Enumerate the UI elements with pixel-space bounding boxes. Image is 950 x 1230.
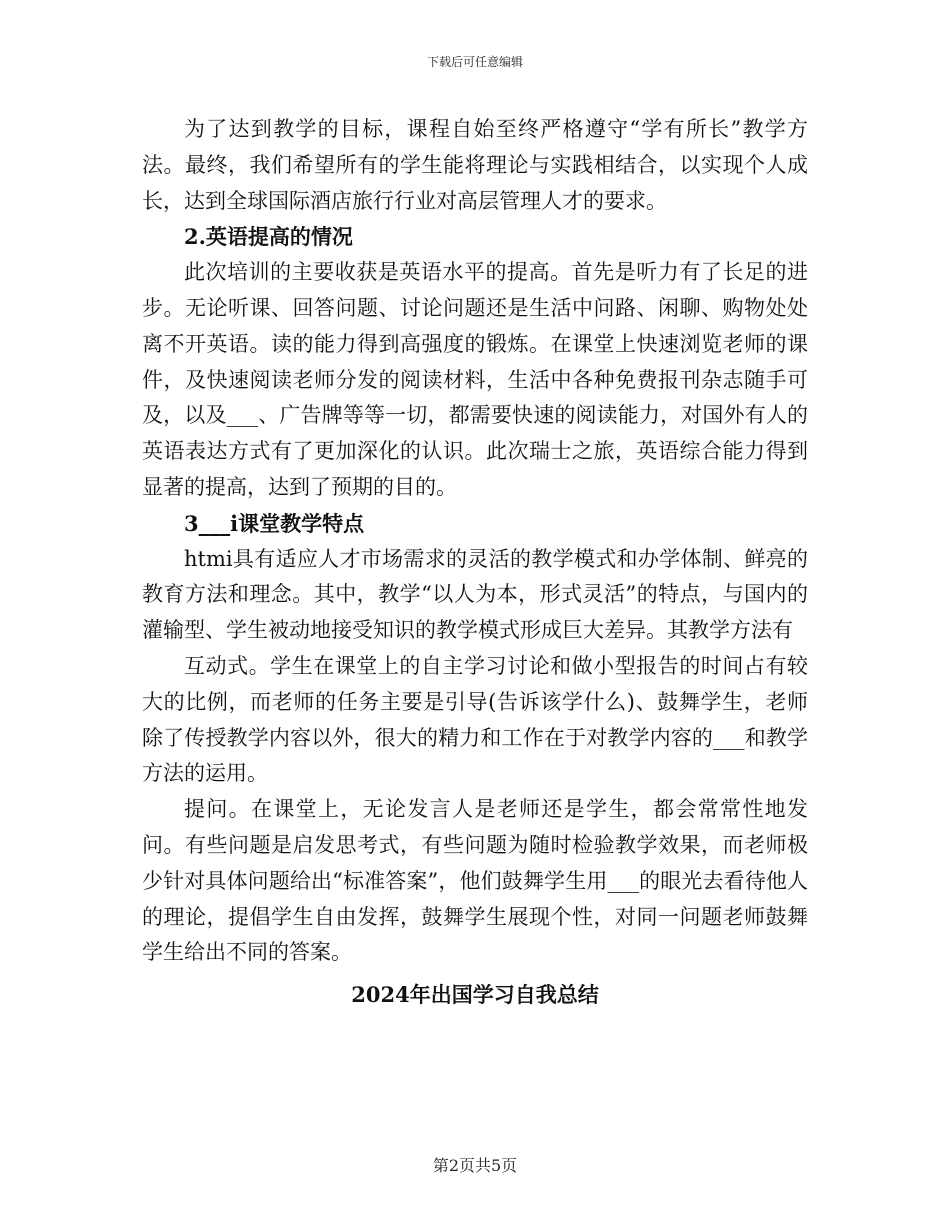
- paragraph-interactive: 互动式。学生在课堂上的自主学习讨论和做小型报告的时间占有较大的比例，而老师的任务主要是引导(告诉该学什么)、鼓舞学生，老师除了传授教学内容以外，很大的精力和工作在于对教学内容的___和教学方法的运用。: [142, 653, 808, 786]
- paragraph-english-improvement: 此次培训的主要收获是英语水平的提高。首先是听力有了长足的进步。无论听课、回答问题、讨论问题还是生活中问路、闲聊、购物处处离不开英语。读的能力得到高强度的锻炼。在课堂上快速浏览老师的课件，及快速阅读老师分发的阅读材料，生活中各种免费报刊杂志随手可及，以及___、广告牌等等一切，都需要快速的阅读能力，对国外有人的英语表达方式有了更加深化的认识。此次瑞士之旅，英语综合能力得到显著的提高，达到了预期的目的。: [142, 260, 808, 499]
- page-header: 下载后可任意编辑: [426, 55, 523, 69]
- section-title: 2024年出国学习自我总结: [351, 982, 599, 1008]
- paragraph-questioning: 提问。在课堂上，无论发言人是老师还是学生，都会常常性地发问。有些问题是启发思考式，有些问题为随时检验教学效果，而老师极少针对具体问题给出“标准答案”，他们鼓舞学生用___的眼光去看待他人的理论，提倡学生自由发挥，鼓舞学生展现个性，对同一问题老师鼓舞学生给出不同的答案。: [142, 797, 808, 965]
- paragraph-classroom-features: htmi具有适应人才市场需求的灵活的教学模式和办学体制、鲜亮的教育方法和理念。其中，教学“以人为本，形式灵活”的特点，与国内的灌输型、学生被动地接受知识的教学模式形成巨大差异。其教学方法有: [142, 546, 808, 643]
- page-number: 第2页共5页: [432, 1156, 518, 1175]
- paragraph-teaching-goal: 为了达到教学的目标，课程自始至终严格遵守“学有所长”教学方法。最终，我们希望所有的学生能将理论与实践相结合，以实现个人成长，达到全球国际酒店旅行行业对高层管理人才的要求。: [142, 117, 808, 213]
- heading-classroom-features: 3___i课堂教学特点: [184, 510, 365, 536]
- document-body: [142, 112, 808, 1013]
- heading-english-improvement: 2.英语提高的情况: [184, 224, 353, 250]
